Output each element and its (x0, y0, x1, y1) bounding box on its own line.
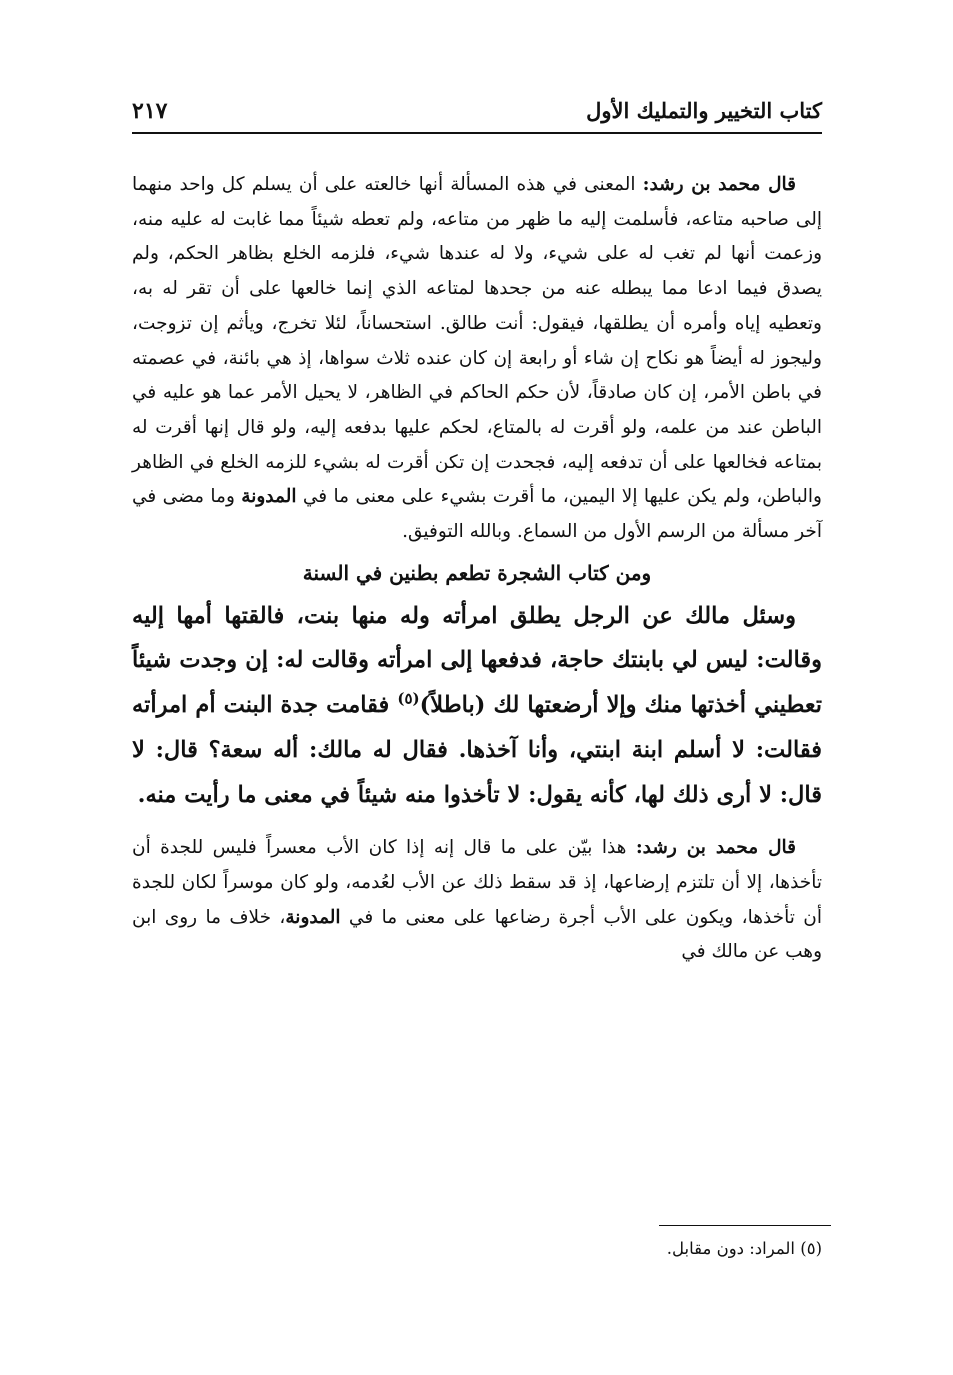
footnote: (٥) المراد: دون مقابل. (666, 1239, 822, 1258)
source-title: المدونة (241, 486, 297, 508)
commentary-text: المعنى في هذه المسألة أنها خالعته على أن يسلم كل واحد منهما إلى صاحبه متاعه، فأسلمت إليه ما ظهر من متاعه، ولم تعطه شيئاً مما غابت له عليه منه، وزعمت أنها لم تغب له على شيء، ولا له عندها شيء، فلزمه الخلع بظاهر الحكم، ولم يصدق فيما ادعا مما يبطله عنه من جحدها لمتاعه الذي إنما خالعها على أن تقر له به، وتعطيه إياه وأمره أن يطلقها، فيقول: أنت طالق. استحساناً، لئلا تخرج، ويأثم إن تزوجت، وليجوز له أيضاً هو نكاح إن شاء أو رابعة إن كان عنده ثلاث سواها، إذ هي بائنة، في عصمته في باطن الأمر، إن كان صادقاً، لأن حكم الحاكم في الظاهر، لا يحيل الأمر عما هو عليه في الباطن عند من علمه، ولو أقرت له بالمتاع، لحكم عليها بدفعه إليه، ولو قال إنها أقرت له بمتاعه فخالعها على أن تدفعه إليه، فجحدت إن تكن أقرت له بشيء للزمه الخلع في الظاهر والباطن، ولم يكن عليها إلا اليمين، ما أقرت بشيء على معنى ما في (132, 174, 822, 508)
running-title: كتاب التخيير والتمليك الأول (586, 98, 822, 123)
page-header (132, 96, 822, 130)
commentary-tail: ، خلاف ما روى ابن وهب عن مالك في (132, 906, 822, 963)
footnote-reference: (٥) (397, 689, 420, 708)
commentary-tail: وما مضى في آخر مسألة من الرسم الأول من السماع. وبالله التوفيق. (132, 486, 822, 543)
source-title: المدونة (285, 906, 341, 928)
question-text-continued: فقامت جدة البنت أم امرأته فقالت: لا أسلم ابنة ابنتي، وأنا آخذها. فقال له مالك: أله سعة؟ قال: لا قال: لا أرى ذلك لها، كأنه يقول: لا تأخذوا منه شيئاً في معنى ما رأيت منه. (132, 692, 822, 808)
paragraph-gap (132, 817, 822, 831)
commentary-paragraph-1 (132, 168, 822, 550)
footnote-divider (659, 1225, 831, 1226)
commentary-paragraph-2 (132, 831, 822, 970)
commentary-text: هذا بيّن على ما قال إنه إذا كان الأب معسراً فليس للجدة أن تأخذها، إلا أن تلتزم إرضاعها، إذ قد سقط ذلك عن الأب لعُدمه، ولو كان موسراً لكان للجدة أن تأخذها، ويكون على الأب أجرة رضاعها على معنى ما في (132, 837, 822, 928)
question-text: وسئل مالك عن الرجل يطلق امرأته وله منها بنت، فالقتها أمها إليه وقالت: ليس لي بابنتك حاجة، فدفعها إلى امرأته وقالت له: إن وجدت شيئاً تعطيني أخذتها منك وإلا أرضعتها لك (باطلاً) (132, 602, 822, 719)
commentator-lead: قال محمد بن رشد: (635, 837, 796, 859)
question-paragraph (132, 594, 822, 818)
commentator-lead: قال محمد بن رشد: (642, 174, 796, 195)
main-text (132, 168, 822, 970)
page-number: ٢١٧ (132, 98, 168, 124)
section-heading: ومن كتاب الشجرة تطعم بطنين في السنة (302, 560, 652, 585)
header-divider (132, 132, 822, 134)
